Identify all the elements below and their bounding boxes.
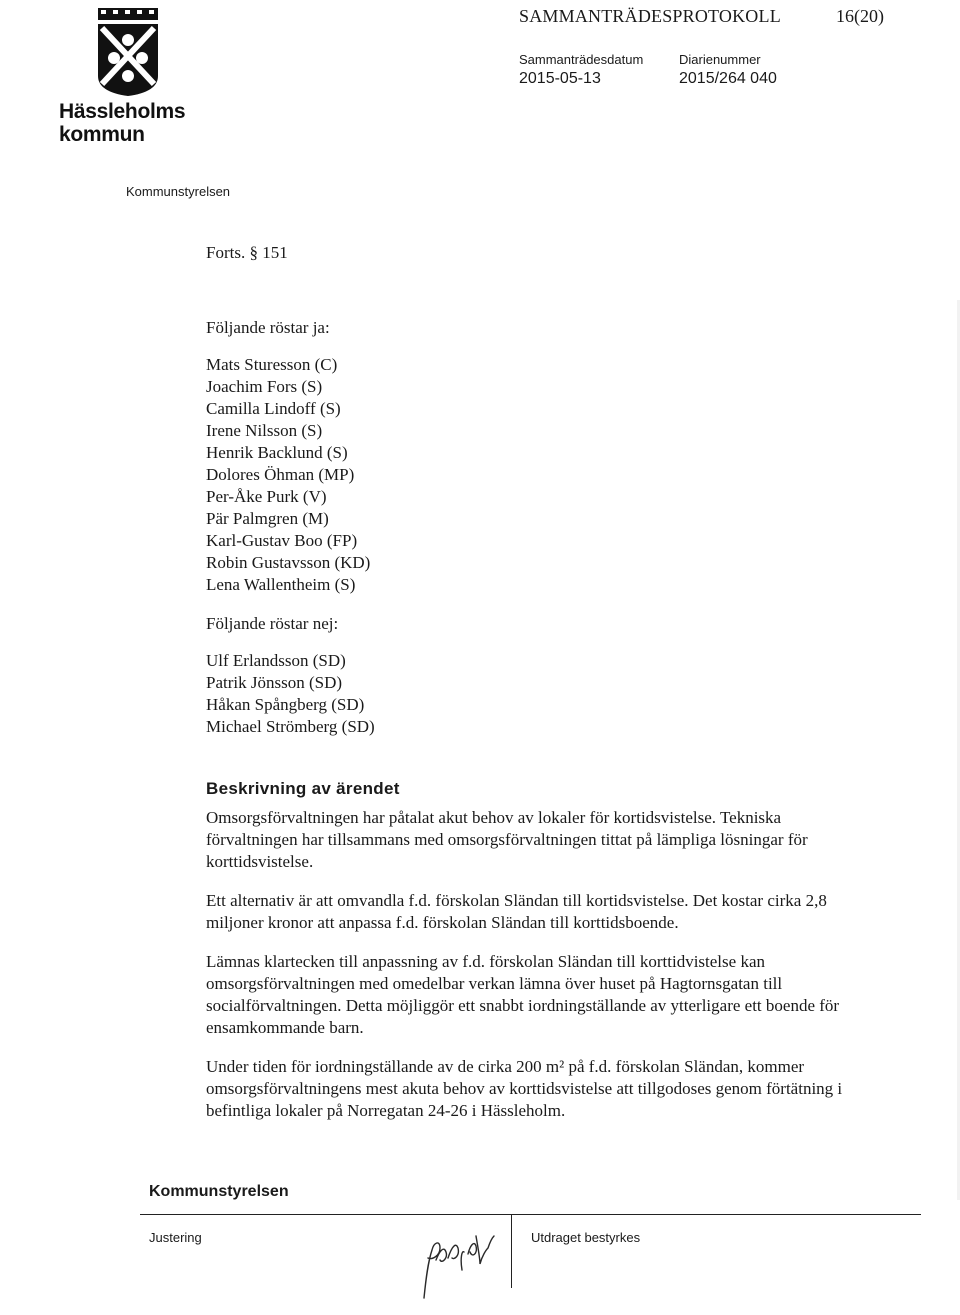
list-item: Michael Strömberg (SD) — [206, 717, 375, 736]
section-heading: Beskrivning av ärendet — [206, 779, 400, 798]
list-item: Håkan Spångberg (SD) — [206, 695, 365, 714]
diary-number-value: 2015/264 040 — [679, 70, 777, 87]
meeting-date-label: Sammanträdesdatum — [519, 52, 644, 67]
handwritten-initials-signature — [418, 1228, 498, 1300]
list-item: Dolores Öhman (MP) — [206, 465, 355, 484]
list-item: Joachim Fors (S) — [206, 377, 323, 396]
no-votes-intro: Följande röstar nej: — [206, 614, 339, 633]
document-body — [206, 242, 846, 1122]
footer-department: Kommunstyrelsen — [149, 1183, 289, 1200]
yes-votes-intro: Följande röstar ja: — [206, 318, 330, 337]
list-item: Henrik Backlund (S) — [206, 443, 348, 462]
list-item: Ulf Erlandsson (SD) — [206, 651, 346, 670]
yes-voters-list — [206, 354, 846, 596]
list-item: Patrik Jönsson (SD) — [206, 673, 343, 692]
list-item: Per-Åke Purk (V) — [206, 487, 327, 506]
list-item: Pär Palmgren (M) — [206, 509, 329, 528]
bestyrkes-label: Utdraget bestyrkes — [531, 1230, 641, 1245]
section-reference: Forts. § 151 — [206, 243, 288, 262]
no-voters-list — [206, 650, 846, 738]
diary-number-label: Diarienummer — [679, 52, 761, 67]
list-item: Karl-Gustav Boo (FP) — [206, 531, 358, 550]
paragraph: Lämnas klartecken till anpassning av f.d. förskolan Sländan till korttidvistelse kan omsorgsförvaltningen med omedelbar verkan lämna över huset på Hagtornsgatan till socialförvaltningen. Detta möjliggör ett snabbt iordningställande av ytterligare ett boende för ensamkommande barn. — [206, 952, 840, 1037]
list-item: Mats Sturesson (C) — [206, 355, 338, 374]
list-item: Irene Nilsson (S) — [206, 421, 323, 440]
coat-of-arms-icon — [96, 6, 160, 98]
department-name: Kommunstyrelsen — [126, 184, 231, 199]
list-item: Robin Gustavsson (KD) — [206, 553, 371, 572]
municipality-logo — [59, 6, 204, 146]
footer-divider — [140, 1214, 921, 1215]
paragraph: Ett alternativ är att omvandla f.d. förskolan Sländan till kortidsvistelse. Det kostar cirka 2,8 miljoner kronor att anpassa f.d. förskolan Sländan till korttidsboende. — [206, 891, 827, 932]
list-item: Lena Wallentheim (S) — [206, 575, 356, 594]
document-type: SAMMANTRÄDESPROTOKOLL — [519, 6, 781, 26]
list-item: Camilla Lindoff (S) — [206, 399, 341, 418]
page-number: 16(20) — [836, 6, 884, 26]
meeting-date-value: 2015-05-13 — [519, 70, 601, 87]
paragraph: Omsorgsförvaltningen har påtalat akut behov av lokaler för kortidsvistelse. Tekniska förvaltningen har tillsammans med omsorgsförvaltningen tittat på lämpliga lösningar för korttidsvistelse. — [206, 808, 808, 871]
logo-wordmark: Hässleholms kommun — [59, 100, 186, 146]
footer-column-divider — [511, 1215, 512, 1288]
paragraph: Under tiden för iordningställande av de cirka 200 m² på f.d. förskolan Sländan, kommer omsorgsförvaltningens mest akuta behov av korttidsvistelse att tillgodoses genom förtätning i befintliga lokaler på Norregatan 24-26 i Hässleholm. — [206, 1057, 843, 1120]
justering-label: Justering — [149, 1230, 202, 1245]
